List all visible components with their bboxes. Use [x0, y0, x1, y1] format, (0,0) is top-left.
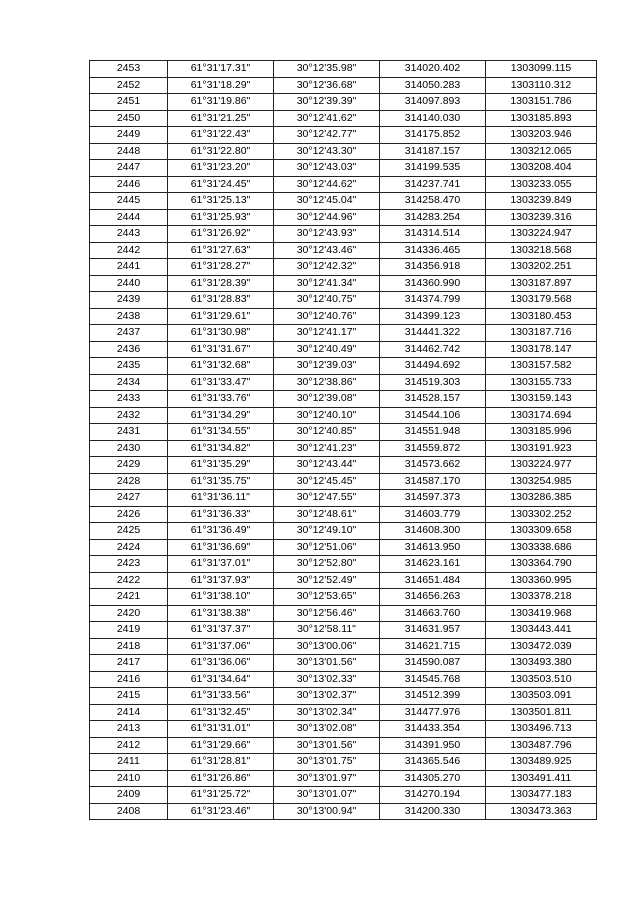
latitude-cell: 61°31'33.47": [168, 374, 274, 391]
longitude-cell: 30°12'43.30": [274, 143, 380, 160]
table-row: [90, 638, 597, 655]
table-row: [90, 473, 597, 490]
y-coordinate-cell: 1303110.312: [486, 77, 597, 94]
latitude-cell: 61°31'26.86": [168, 770, 274, 787]
point-number-cell: 2447: [90, 160, 168, 177]
longitude-cell: 30°13'01.75": [274, 754, 380, 771]
latitude-cell: 61°31'34.64": [168, 671, 274, 688]
table-row: [90, 143, 597, 160]
point-number-cell: 2412: [90, 737, 168, 754]
point-number-cell: 2419: [90, 622, 168, 639]
point-number-cell: 2414: [90, 704, 168, 721]
x-coordinate-cell: 314608.300: [380, 523, 486, 540]
x-coordinate-cell: 314462.742: [380, 341, 486, 358]
point-number-cell: 2431: [90, 424, 168, 441]
y-coordinate-cell: 1303178.147: [486, 341, 597, 358]
x-coordinate-cell: 314356.918: [380, 259, 486, 276]
x-coordinate-cell: 314590.087: [380, 655, 486, 672]
longitude-cell: 30°12'40.10": [274, 407, 380, 424]
x-coordinate-cell: 314551.948: [380, 424, 486, 441]
table-row: [90, 374, 597, 391]
point-number-cell: 2453: [90, 61, 168, 78]
x-coordinate-cell: 314656.263: [380, 589, 486, 606]
latitude-cell: 61°31'21.25": [168, 110, 274, 127]
x-coordinate-cell: 314020.402: [380, 61, 486, 78]
longitude-cell: 30°12'56.46": [274, 605, 380, 622]
y-coordinate-cell: 1303233.055: [486, 176, 597, 193]
table-row: [90, 160, 597, 177]
y-coordinate-cell: 1303180.453: [486, 308, 597, 325]
longitude-cell: 30°12'51.06": [274, 539, 380, 556]
point-number-cell: 2429: [90, 457, 168, 474]
x-coordinate-cell: 314199.535: [380, 160, 486, 177]
coordinates-table: [89, 60, 597, 820]
longitude-cell: 30°12'41.23": [274, 440, 380, 457]
table-row: [90, 407, 597, 424]
table-row: [90, 209, 597, 226]
table-row: [90, 754, 597, 771]
table-row: [90, 226, 597, 243]
y-coordinate-cell: 1303099.115: [486, 61, 597, 78]
point-number-cell: 2428: [90, 473, 168, 490]
latitude-cell: 61°31'28.39": [168, 275, 274, 292]
longitude-cell: 30°12'42.77": [274, 127, 380, 144]
point-number-cell: 2416: [90, 671, 168, 688]
table-row: [90, 572, 597, 589]
x-coordinate-cell: 314175.852: [380, 127, 486, 144]
longitude-cell: 30°12'43.03": [274, 160, 380, 177]
y-coordinate-cell: 1303360.995: [486, 572, 597, 589]
longitude-cell: 30°13'01.56": [274, 737, 380, 754]
longitude-cell: 30°12'58.11": [274, 622, 380, 639]
table-row: [90, 704, 597, 721]
table-row: [90, 523, 597, 540]
point-number-cell: 2421: [90, 589, 168, 606]
latitude-cell: 61°31'17.31": [168, 61, 274, 78]
y-coordinate-cell: 1303224.947: [486, 226, 597, 243]
point-number-cell: 2422: [90, 572, 168, 589]
point-number-cell: 2430: [90, 440, 168, 457]
y-coordinate-cell: 1303239.316: [486, 209, 597, 226]
table-row: [90, 176, 597, 193]
longitude-cell: 30°13'02.33": [274, 671, 380, 688]
longitude-cell: 30°12'41.62": [274, 110, 380, 127]
point-number-cell: 2425: [90, 523, 168, 540]
y-coordinate-cell: 1303443.441: [486, 622, 597, 639]
point-number-cell: 2439: [90, 292, 168, 309]
point-number-cell: 2451: [90, 94, 168, 111]
point-number-cell: 2434: [90, 374, 168, 391]
y-coordinate-cell: 1303473.363: [486, 803, 597, 820]
latitude-cell: 61°31'31.01": [168, 721, 274, 738]
y-coordinate-cell: 1303493.380: [486, 655, 597, 672]
y-coordinate-cell: 1303501.811: [486, 704, 597, 721]
y-coordinate-cell: 1303187.897: [486, 275, 597, 292]
y-coordinate-cell: 1303477.183: [486, 787, 597, 804]
latitude-cell: 61°31'26.92": [168, 226, 274, 243]
y-coordinate-cell: 1303191.923: [486, 440, 597, 457]
latitude-cell: 61°31'37.06": [168, 638, 274, 655]
longitude-cell: 30°12'41.34": [274, 275, 380, 292]
latitude-cell: 61°31'32.45": [168, 704, 274, 721]
latitude-cell: 61°31'33.76": [168, 391, 274, 408]
y-coordinate-cell: 1303212.065: [486, 143, 597, 160]
point-number-cell: 2452: [90, 77, 168, 94]
longitude-cell: 30°12'40.49": [274, 341, 380, 358]
y-coordinate-cell: 1303224.977: [486, 457, 597, 474]
x-coordinate-cell: 314528.157: [380, 391, 486, 408]
point-number-cell: 2432: [90, 407, 168, 424]
longitude-cell: 30°12'39.08": [274, 391, 380, 408]
x-coordinate-cell: 314140.030: [380, 110, 486, 127]
x-coordinate-cell: 314187.157: [380, 143, 486, 160]
longitude-cell: 30°12'52.80": [274, 556, 380, 573]
latitude-cell: 61°31'37.93": [168, 572, 274, 589]
longitude-cell: 30°13'01.07": [274, 787, 380, 804]
longitude-cell: 30°12'36.68": [274, 77, 380, 94]
latitude-cell: 61°31'27.63": [168, 242, 274, 259]
table-row: [90, 275, 597, 292]
y-coordinate-cell: 1303208.404: [486, 160, 597, 177]
point-number-cell: 2440: [90, 275, 168, 292]
longitude-cell: 30°12'41.17": [274, 325, 380, 342]
latitude-cell: 61°31'33.56": [168, 688, 274, 705]
x-coordinate-cell: 314559.872: [380, 440, 486, 457]
point-number-cell: 2410: [90, 770, 168, 787]
x-coordinate-cell: 314283.254: [380, 209, 486, 226]
table-row: [90, 803, 597, 820]
x-coordinate-cell: 314314.514: [380, 226, 486, 243]
latitude-cell: 61°31'23.46": [168, 803, 274, 820]
x-coordinate-cell: 314374.799: [380, 292, 486, 309]
longitude-cell: 30°12'39.39": [274, 94, 380, 111]
y-coordinate-cell: 1303239.849: [486, 193, 597, 210]
latitude-cell: 61°31'34.29": [168, 407, 274, 424]
table-row: [90, 721, 597, 738]
latitude-cell: 61°31'35.75": [168, 473, 274, 490]
table-row: [90, 325, 597, 342]
longitude-cell: 30°12'48.61": [274, 506, 380, 523]
x-coordinate-cell: 314573.662: [380, 457, 486, 474]
y-coordinate-cell: 1303338.686: [486, 539, 597, 556]
table-row: [90, 539, 597, 556]
y-coordinate-cell: 1303179.568: [486, 292, 597, 309]
table-row: [90, 193, 597, 210]
point-number-cell: 2423: [90, 556, 168, 573]
latitude-cell: 61°31'34.55": [168, 424, 274, 441]
latitude-cell: 61°31'28.83": [168, 292, 274, 309]
x-coordinate-cell: 314050.283: [380, 77, 486, 94]
table-row: [90, 688, 597, 705]
y-coordinate-cell: 1303185.996: [486, 424, 597, 441]
point-number-cell: 2424: [90, 539, 168, 556]
latitude-cell: 61°31'19.86": [168, 94, 274, 111]
table-row: [90, 589, 597, 606]
y-coordinate-cell: 1303202.251: [486, 259, 597, 276]
x-coordinate-cell: 314603.779: [380, 506, 486, 523]
latitude-cell: 61°31'36.49": [168, 523, 274, 540]
y-coordinate-cell: 1303364.790: [486, 556, 597, 573]
point-number-cell: 2448: [90, 143, 168, 160]
table-row: [90, 671, 597, 688]
table-row: [90, 61, 597, 78]
longitude-cell: 30°12'45.04": [274, 193, 380, 210]
y-coordinate-cell: 1303491.411: [486, 770, 597, 787]
point-number-cell: 2426: [90, 506, 168, 523]
point-number-cell: 2433: [90, 391, 168, 408]
latitude-cell: 61°31'34.82": [168, 440, 274, 457]
latitude-cell: 61°31'23.20": [168, 160, 274, 177]
latitude-cell: 61°31'30.98": [168, 325, 274, 342]
table-row: [90, 506, 597, 523]
latitude-cell: 61°31'36.33": [168, 506, 274, 523]
y-coordinate-cell: 1303155.733: [486, 374, 597, 391]
latitude-cell: 61°31'29.61": [168, 308, 274, 325]
latitude-cell: 61°31'18.29": [168, 77, 274, 94]
longitude-cell: 30°12'44.96": [274, 209, 380, 226]
latitude-cell: 61°31'25.13": [168, 193, 274, 210]
table-row: [90, 358, 597, 375]
point-number-cell: 2444: [90, 209, 168, 226]
x-coordinate-cell: 314544.106: [380, 407, 486, 424]
x-coordinate-cell: 314441.322: [380, 325, 486, 342]
y-coordinate-cell: 1303309.658: [486, 523, 597, 540]
x-coordinate-cell: 314237.741: [380, 176, 486, 193]
longitude-cell: 30°12'40.85": [274, 424, 380, 441]
longitude-cell: 30°13'01.56": [274, 655, 380, 672]
table-row: [90, 424, 597, 441]
table-row: [90, 457, 597, 474]
table-row: [90, 127, 597, 144]
longitude-cell: 30°12'40.76": [274, 308, 380, 325]
table-row: [90, 556, 597, 573]
y-coordinate-cell: 1303503.091: [486, 688, 597, 705]
latitude-cell: 61°31'22.80": [168, 143, 274, 160]
latitude-cell: 61°31'36.11": [168, 490, 274, 507]
table-row: [90, 259, 597, 276]
point-number-cell: 2441: [90, 259, 168, 276]
y-coordinate-cell: 1303157.582: [486, 358, 597, 375]
longitude-cell: 30°12'43.93": [274, 226, 380, 243]
longitude-cell: 30°12'38.86": [274, 374, 380, 391]
y-coordinate-cell: 1303487.796: [486, 737, 597, 754]
point-number-cell: 2450: [90, 110, 168, 127]
latitude-cell: 61°31'25.72": [168, 787, 274, 804]
y-coordinate-cell: 1303254.985: [486, 473, 597, 490]
point-number-cell: 2420: [90, 605, 168, 622]
point-number-cell: 2418: [90, 638, 168, 655]
table-row: [90, 292, 597, 309]
y-coordinate-cell: 1303496.713: [486, 721, 597, 738]
latitude-cell: 61°31'36.06": [168, 655, 274, 672]
point-number-cell: 2449: [90, 127, 168, 144]
point-number-cell: 2443: [90, 226, 168, 243]
longitude-cell: 30°13'02.08": [274, 721, 380, 738]
x-coordinate-cell: 314663.760: [380, 605, 486, 622]
point-number-cell: 2436: [90, 341, 168, 358]
x-coordinate-cell: 314545.768: [380, 671, 486, 688]
y-coordinate-cell: 1303286.385: [486, 490, 597, 507]
table-row: [90, 655, 597, 672]
point-number-cell: 2446: [90, 176, 168, 193]
latitude-cell: 61°31'25.93": [168, 209, 274, 226]
y-coordinate-cell: 1303472.039: [486, 638, 597, 655]
latitude-cell: 61°31'28.81": [168, 754, 274, 771]
latitude-cell: 61°31'22.43": [168, 127, 274, 144]
latitude-cell: 61°31'31.67": [168, 341, 274, 358]
y-coordinate-cell: 1303203.946: [486, 127, 597, 144]
y-coordinate-cell: 1303159.143: [486, 391, 597, 408]
y-coordinate-cell: 1303302.252: [486, 506, 597, 523]
x-coordinate-cell: 314587.170: [380, 473, 486, 490]
point-number-cell: 2413: [90, 721, 168, 738]
point-number-cell: 2417: [90, 655, 168, 672]
point-number-cell: 2437: [90, 325, 168, 342]
longitude-cell: 30°13'02.34": [274, 704, 380, 721]
table-row: [90, 770, 597, 787]
y-coordinate-cell: 1303489.925: [486, 754, 597, 771]
latitude-cell: 61°31'36.69": [168, 539, 274, 556]
latitude-cell: 61°31'32.68": [168, 358, 274, 375]
x-coordinate-cell: 314391.950: [380, 737, 486, 754]
point-number-cell: 2408: [90, 803, 168, 820]
table-row: [90, 94, 597, 111]
table-row: [90, 490, 597, 507]
longitude-cell: 30°12'40.75": [274, 292, 380, 309]
latitude-cell: 61°31'38.38": [168, 605, 274, 622]
latitude-cell: 61°31'29.66": [168, 737, 274, 754]
x-coordinate-cell: 314336.465: [380, 242, 486, 259]
point-number-cell: 2435: [90, 358, 168, 375]
longitude-cell: 30°12'49.10": [274, 523, 380, 540]
table-row: [90, 737, 597, 754]
x-coordinate-cell: 314512.399: [380, 688, 486, 705]
point-number-cell: 2409: [90, 787, 168, 804]
table-row: [90, 242, 597, 259]
y-coordinate-cell: 1303218.568: [486, 242, 597, 259]
x-coordinate-cell: 314097.893: [380, 94, 486, 111]
x-coordinate-cell: 314621.715: [380, 638, 486, 655]
x-coordinate-cell: 314360.990: [380, 275, 486, 292]
x-coordinate-cell: 314597.373: [380, 490, 486, 507]
table-row: [90, 341, 597, 358]
table-row: [90, 391, 597, 408]
x-coordinate-cell: 314399.123: [380, 308, 486, 325]
x-coordinate-cell: 314519.303: [380, 374, 486, 391]
latitude-cell: 61°31'37.01": [168, 556, 274, 573]
longitude-cell: 30°13'00.06": [274, 638, 380, 655]
longitude-cell: 30°12'42.32": [274, 259, 380, 276]
latitude-cell: 61°31'37.37": [168, 622, 274, 639]
x-coordinate-cell: 314494.692: [380, 358, 486, 375]
y-coordinate-cell: 1303419.968: [486, 605, 597, 622]
x-coordinate-cell: 314200.330: [380, 803, 486, 820]
y-coordinate-cell: 1303151.786: [486, 94, 597, 111]
x-coordinate-cell: 314365.546: [380, 754, 486, 771]
longitude-cell: 30°12'52.49": [274, 572, 380, 589]
latitude-cell: 61°31'38.10": [168, 589, 274, 606]
latitude-cell: 61°31'28.27": [168, 259, 274, 276]
x-coordinate-cell: 314305.270: [380, 770, 486, 787]
longitude-cell: 30°12'47.55": [274, 490, 380, 507]
latitude-cell: 61°31'35.29": [168, 457, 274, 474]
x-coordinate-cell: 314477.976: [380, 704, 486, 721]
y-coordinate-cell: 1303174.694: [486, 407, 597, 424]
longitude-cell: 30°12'39.03": [274, 358, 380, 375]
point-number-cell: 2411: [90, 754, 168, 771]
latitude-cell: 61°31'24.45": [168, 176, 274, 193]
x-coordinate-cell: 314623.161: [380, 556, 486, 573]
point-number-cell: 2427: [90, 490, 168, 507]
point-number-cell: 2438: [90, 308, 168, 325]
y-coordinate-cell: 1303187.716: [486, 325, 597, 342]
table-row: [90, 77, 597, 94]
coordinates-table-body: [90, 61, 597, 820]
longitude-cell: 30°13'02.37": [274, 688, 380, 705]
y-coordinate-cell: 1303185.893: [486, 110, 597, 127]
x-coordinate-cell: 314631.957: [380, 622, 486, 639]
table-row: [90, 787, 597, 804]
x-coordinate-cell: 314270.194: [380, 787, 486, 804]
y-coordinate-cell: 1303378.218: [486, 589, 597, 606]
table-row: [90, 622, 597, 639]
longitude-cell: 30°12'43.46": [274, 242, 380, 259]
y-coordinate-cell: 1303503.510: [486, 671, 597, 688]
x-coordinate-cell: 314433.354: [380, 721, 486, 738]
table-row: [90, 440, 597, 457]
longitude-cell: 30°12'44.62": [274, 176, 380, 193]
longitude-cell: 30°12'43.44": [274, 457, 380, 474]
table-row: [90, 605, 597, 622]
longitude-cell: 30°13'00.94": [274, 803, 380, 820]
point-number-cell: 2415: [90, 688, 168, 705]
longitude-cell: 30°12'35.98": [274, 61, 380, 78]
x-coordinate-cell: 314651.484: [380, 572, 486, 589]
point-number-cell: 2445: [90, 193, 168, 210]
x-coordinate-cell: 314613.950: [380, 539, 486, 556]
table-row: [90, 308, 597, 325]
x-coordinate-cell: 314258.470: [380, 193, 486, 210]
longitude-cell: 30°12'53.65": [274, 589, 380, 606]
longitude-cell: 30°12'45.45": [274, 473, 380, 490]
table-row: [90, 110, 597, 127]
longitude-cell: 30°13'01.97": [274, 770, 380, 787]
point-number-cell: 2442: [90, 242, 168, 259]
